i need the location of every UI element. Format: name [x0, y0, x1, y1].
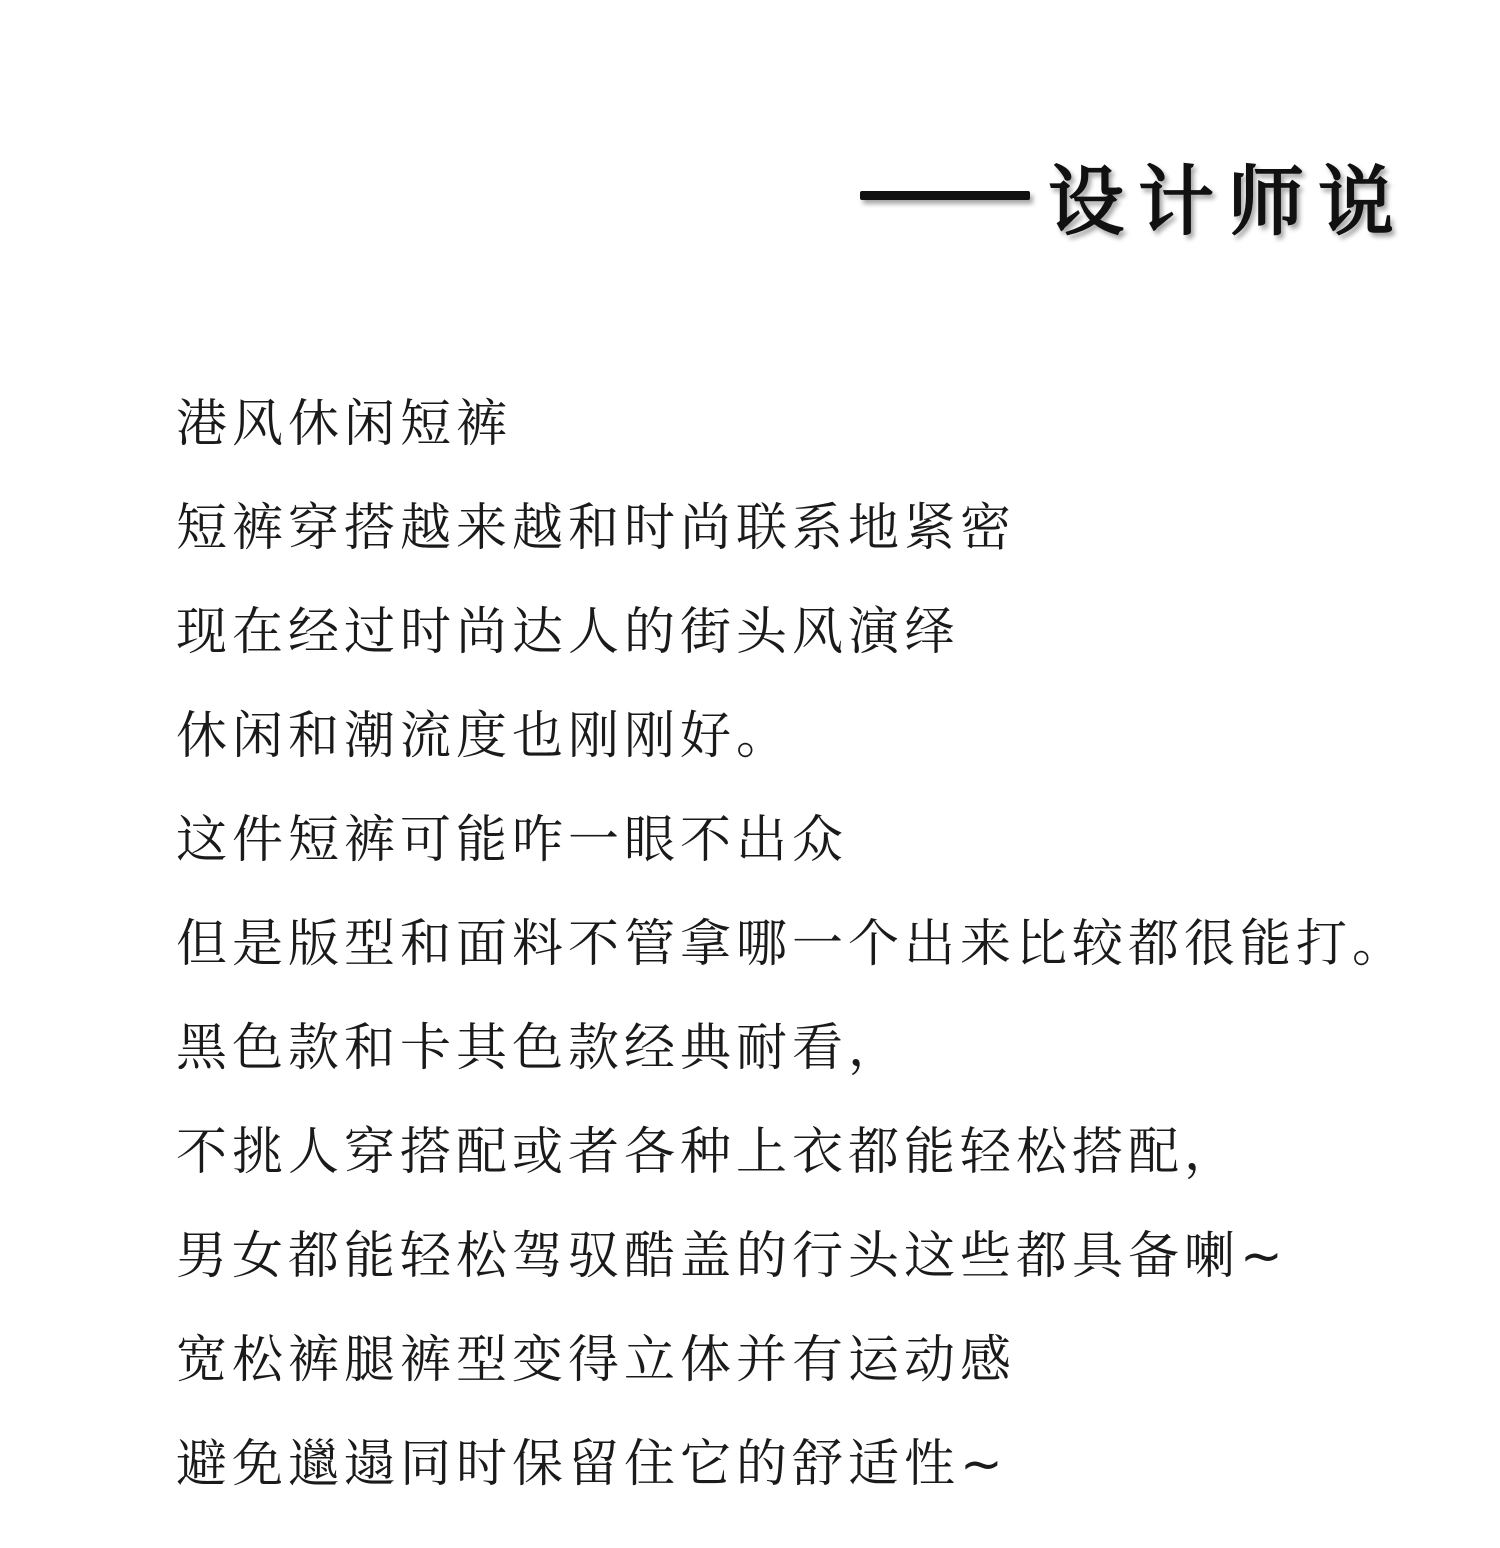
text-line: 但是版型和面料不管拿哪一个出来比较都很能打。 — [176, 915, 1409, 974]
text-line: 避免邋遢同时保留住它的舒适性~ — [176, 1435, 1008, 1494]
text-line: 男女都能轻松驾驭酷盖的行头这些都具备喇~ — [176, 1227, 1288, 1286]
text-line: 短裤穿搭越来越和时尚联系地紧密 — [176, 499, 1017, 558]
designer-says-heading — [860, 150, 1408, 246]
text-line: 这件短裤可能咋一眼不出众 — [176, 811, 849, 870]
text-line: 宽松裤腿裤型变得立体并有运动感 — [176, 1331, 1017, 1390]
description-text — [176, 390, 1436, 1534]
text-line: 休闲和潮流度也刚刚好。 — [176, 707, 793, 766]
heading-title: 设计师说 — [1048, 156, 1408, 246]
text-line: 不挑人穿搭配或者各种上衣都能轻松搭配， — [176, 1123, 1241, 1182]
heading-dash — [860, 191, 1030, 200]
text-line: 现在经过时尚达人的街头风演绎 — [176, 603, 961, 662]
text-line: 港风休闲短裤 — [176, 395, 513, 454]
text-line: 黑色款和卡其色款经典耐看， — [176, 1019, 905, 1078]
